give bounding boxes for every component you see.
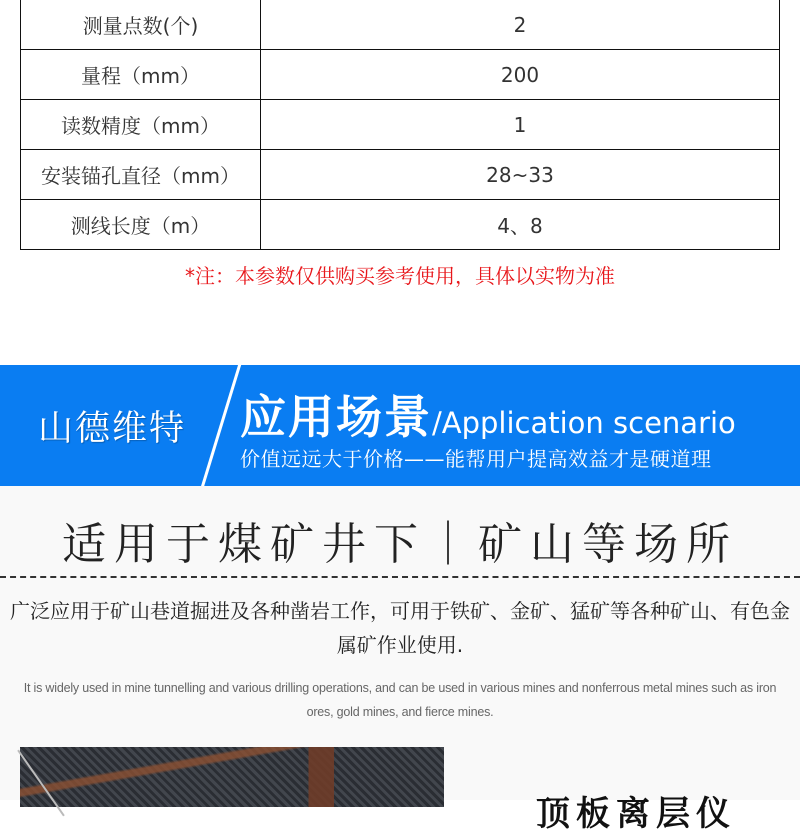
table-row (21, 150, 780, 200)
spec-label: 量程（mm） (21, 50, 261, 100)
brand-name: 山德维特 (38, 409, 187, 449)
spec-label: 测线长度（m） (21, 200, 261, 250)
spec-value: 1 (261, 100, 780, 150)
spec-label: 安装锚孔直径（mm） (21, 150, 261, 200)
spec-label: 读数精度（mm） (21, 100, 261, 150)
application-scenario-banner (0, 365, 800, 486)
disclaimer-note: *注：本参数仅供购买参考使用，具体以实物为准 (185, 264, 615, 288)
section-subtitle: 价值远远大于价格——能帮用户提高效益才是硬道理 (240, 447, 712, 471)
spec-table (20, 0, 780, 250)
mine-tunnel-photo (20, 747, 444, 807)
dashed-divider (0, 576, 800, 578)
spec-value: 4、8 (261, 200, 780, 250)
description-zh: 广泛应用于矿山巷道掘进及各种凿岩工作，可用于铁矿、金矿、猛矿等各种矿山、有色金属矿作业使用. (10, 599, 790, 657)
spec-label: 测量点数(个) (21, 0, 261, 50)
spec-value: 200 (261, 50, 780, 100)
section-title-en: /Application scenario (432, 406, 736, 440)
table-row (21, 100, 780, 150)
scenario-section (0, 486, 800, 834)
spec-value: 28~33 (261, 150, 780, 200)
table-row (21, 0, 780, 50)
section-title-zh: 应用场景 (240, 390, 432, 444)
table-row (21, 200, 780, 250)
spec-value: 2 (261, 0, 780, 50)
scenario-headline: 适用于煤矿井下｜矿山等场所 (62, 519, 738, 570)
diagonal-divider (198, 358, 243, 498)
section-title (240, 381, 736, 447)
description-en: It is widely used in mine tunnelling and various drilling operations, and can be used in various mines and nonferrous metal mines such as iron ores, gold mines, and fierce mines. (23, 681, 777, 719)
photo-cable (17, 750, 65, 817)
product-title: 顶板离层仪 (536, 794, 736, 834)
table-row (21, 50, 780, 100)
